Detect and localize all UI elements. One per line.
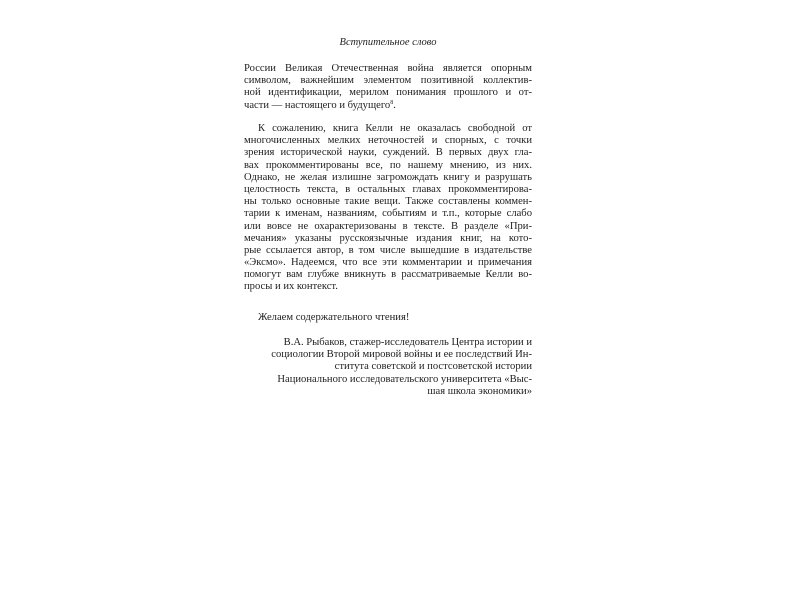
text-line-content: части — настоящего и будущего — [244, 99, 391, 111]
text-line — [244, 100, 532, 112]
signature-line: социологии Второй мировой войны и ее последствий Ин- — [271, 349, 532, 361]
running-header: Вступительное слово — [339, 37, 437, 48]
text-line: Желаем содержательного чтения! — [258, 312, 410, 323]
text-line: тарии к именам, названиям, событиям и т.п., которые слабо — [244, 208, 532, 220]
text-line: К сожалению, книга Келли не оказалась свободной от — [258, 123, 532, 134]
signature-line: шая школа экономики» — [427, 385, 532, 397]
text-line: России Великая Отечественная война является опорным — [244, 63, 532, 74]
text-line: «Эксмо». Надеемся, что все эти комментарии и примечания — [244, 257, 532, 269]
text-line: символом, важнейшим элементом позитивной коллектив- — [244, 75, 532, 87]
text-line: помогут вам глубже вникнуть в рассматриваемые Келли во- — [244, 269, 532, 281]
paragraph-1 — [244, 63, 532, 112]
text-line-end: . — [393, 99, 396, 111]
text-line: просы и их контекст. — [244, 281, 338, 293]
signature-line: Национального исследовательского университета «Выс- — [277, 373, 532, 385]
text-line: ной идентификации, мерилом понимания прошлого и от- — [244, 87, 532, 99]
signature-block — [244, 337, 532, 398]
text-line: Однако, не желая излишне загромождать книгу и разрушать — [244, 171, 532, 183]
closing-line — [244, 312, 532, 324]
text-line: ны только основные такие вещи. Также составлены коммен- — [244, 196, 532, 208]
paragraph-2 — [244, 123, 532, 294]
text-line: целостность текста, в остальных главах прокомментирова- — [244, 183, 532, 195]
text-line: или вовсе не охарактеризованы в тексте. В разделе «При- — [244, 220, 532, 232]
text-line: мечания» указаны русскоязычные издания книг, на кото- — [244, 232, 532, 244]
signature-line: ститута советской и постсоветской истории — [334, 361, 532, 373]
footnote-mark[interactable]: 8 — [390, 99, 394, 106]
text-line: зрения исторической науки, суждений. В первых двух гла- — [244, 147, 532, 159]
signature-line: В.А. Рыбаков, стажер-исследователь Центра истории и — [283, 337, 532, 348]
text-line: вах прокомментированы все, по нашему мнению, из них. — [244, 159, 532, 171]
text-line: многочисленных мелких неточностей и спорных, с точки — [244, 135, 532, 147]
text-line: рые ссылается автор, в том числе вышедшие в издательстве — [244, 244, 532, 256]
